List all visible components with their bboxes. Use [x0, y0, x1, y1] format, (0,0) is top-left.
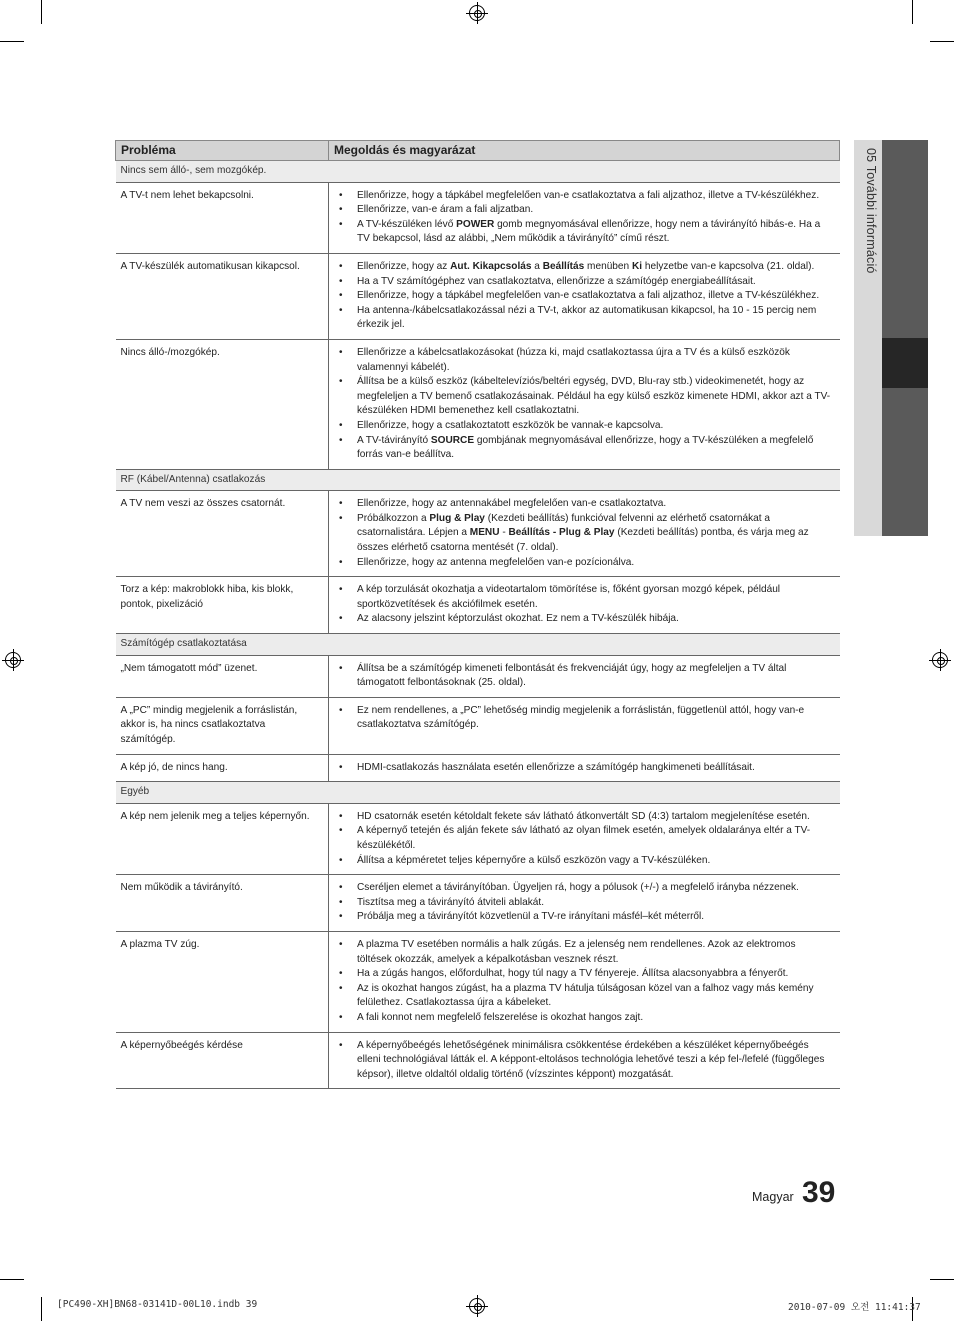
problem-cell: A TV nem veszi az összes csatornát. [116, 491, 329, 577]
solution-list [339, 346, 832, 463]
section-row [116, 469, 840, 491]
solution-list [339, 881, 832, 925]
solution-item: • Ellenőrizze, van-e áram a fali aljzatban. [339, 203, 832, 218]
solution-item: • Ellenőrizze, hogy az antennakábel megfelelően van-e csatlakoztatva. [339, 497, 832, 512]
header-solution: Megoldás és magyarázat [329, 141, 840, 161]
solution-item: • A képernyőbeégés lehetőségének minimálisra csökkentése érdekében a készüléket képernyőbeégés elleni technológiával látták el. A képpont-eltolásos technológia lehetővé teszi a kép fel-/lefelé (függőleges képsor), illetve oldaltól oldalig történő (vízszintes képpont) mozgatását. [339, 1039, 832, 1083]
solution-item: • Cseréljen elemet a távirányítóban. Ügyeljen rá, hogy a pólusok (+/-) a megfelelő irányba nézzenek. [339, 881, 832, 896]
solution-item: • Ellenőrizze, hogy az Aut. Kikapcsolás a Beállítás menüben Ki helyzetbe van-e kapcsolva (21. oldal). [339, 260, 832, 275]
solution-item: • HD csatornák esetén kétoldalt fekete sáv látható átkonvertált SD (4:3) tartalom megjelenítése esetén. [339, 810, 832, 825]
solution-list [339, 1039, 832, 1083]
solution-item: • Az alacsony jelszint képtorzulást okozhat. Ez nem a TV-készülék hibája. [339, 612, 832, 627]
header-problem: Probléma [116, 141, 329, 161]
solution-item: • Ellenőrizze, hogy az antenna megfelelően van-e pozícionálva. [339, 556, 832, 571]
section-row [116, 634, 840, 656]
crop-mark [930, 1279, 954, 1280]
table-row [116, 577, 840, 634]
chapter-tab-marker [882, 338, 928, 388]
page-number: 39 [802, 1176, 836, 1209]
problem-cell: Nincs álló-/mozgókép. [116, 339, 329, 469]
table-row [116, 931, 840, 1032]
solution-list [339, 761, 832, 776]
solution-item: • Ez nem rendellenes, a „PC” lehetőség mindig megjelenik a forráslistán, függetlenül attól, hogy van-e csatlakoztatva számítógép. [339, 704, 832, 733]
table-body [116, 161, 840, 1089]
solution-item: • Próbálja meg a távirányítót közvetlenül a TV-re irányítani másfél–két méterről. [339, 910, 832, 925]
table-row [116, 803, 840, 874]
registration-mark-icon [469, 1298, 485, 1314]
solution-list [339, 662, 832, 691]
solution-cell [329, 182, 840, 253]
solution-item: • Ellenőrizze, hogy a tápkábel megfelelően van-e csatlakoztatva a fali aljzathoz, illetve a TV-készülékhez. [339, 189, 832, 204]
solution-item: • Állítsa a képméretet teljes képernyőre a külső eszközön vagy a TV-készüléken. [339, 854, 832, 869]
solution-item: • Tisztítsa meg a távirányító átviteli ablakát. [339, 896, 832, 911]
solution-list [339, 704, 832, 733]
solution-cell [329, 803, 840, 874]
table-row [116, 182, 840, 253]
solution-list [339, 583, 832, 627]
solution-item: • Ellenőrizze, hogy a tápkábel megfelelően van-e csatlakoztatva a fali aljzathoz, illetve a TV-készülékhez. [339, 289, 832, 304]
solution-item: • Ha antenna-/kábelcsatlakozással nézi a TV-t, akkor az automatikusan kikapcsol, ha 10 - 15 percig nem érkezik jel. [339, 304, 832, 333]
crop-mark [930, 41, 954, 42]
footer-language: Magyar [752, 1190, 794, 1204]
troubleshooting-table [115, 140, 840, 1089]
solution-item: • A kép torzulását okozhatja a videotartalom tömörítése is, főként gyorsan mozgó képek, például sportközvetítések és akciófilmek esetén. [339, 583, 832, 612]
registration-mark-icon [469, 5, 485, 21]
solution-item: • HDMI-csatlakozás használata esetén ellenőrizze a számítógép hangkimeneti beállításait. [339, 761, 832, 776]
problem-cell: A kép nem jelenik meg a teljes képernyőn. [116, 803, 329, 874]
print-slug-file: [PC490-XH]BN68-03141D-00L10.indb 39 [57, 1299, 258, 1310]
solution-item: • Állítsa be a külső eszköz (kábeltelevíziós/beltéri egység, DVD, Blu-ray stb.) videokimenetét, hogy az megfeleljen a TV bemenő csatlakozásainak. Például ha egy külső eszköz kimenete HDMI, akkor azt a TV-készüléken HDMI bemenethez kell csatlakoztatni. [339, 375, 832, 419]
crop-mark [0, 1279, 24, 1280]
registration-mark-icon [932, 652, 948, 668]
print-slug-date: 2010-07-09 오전 11:41:37 [788, 1302, 921, 1313]
solution-item: • Ellenőrizze a kábelcsatlakozásokat (húzza ki, majd csatlakoztassa újra a TV és a külső eszközök valamennyi kábelét). [339, 346, 832, 375]
crop-mark [912, 0, 913, 24]
chapter-label: 05 További információ [864, 148, 878, 274]
table-row [116, 754, 840, 782]
solution-cell [329, 875, 840, 932]
solution-item: • A TV-távirányító SOURCE gombjának megnyomásával ellenőrizze, hogy a TV-készüléken a megfelelő forrás van-e beállítva. [339, 434, 832, 463]
solution-cell [329, 491, 840, 577]
solution-cell [329, 655, 840, 697]
solution-item: • Ha a TV számítógéphez van csatlakoztatva, ellenőrizze a számítógép energiabeállításait. [339, 275, 832, 290]
crop-mark [41, 0, 42, 24]
solution-list [339, 260, 832, 333]
section-title: Nincs sem álló-, sem mozgókép. [116, 161, 840, 183]
problem-cell: A TV-készülék automatikusan kikapcsol. [116, 253, 329, 339]
table-row [116, 491, 840, 577]
problem-cell: A képernyőbeégés kérdése [116, 1032, 329, 1089]
solution-cell [329, 1032, 840, 1089]
problem-cell: A „PC” mindig megjelenik a forráslistán, akkor is, ha nincs csatlakoztatva számítógép. [116, 697, 329, 754]
table-row [116, 875, 840, 932]
solution-cell [329, 697, 840, 754]
solution-item: • Próbálkozzon a Plug & Play (Kezdeti beállítás) funkcióval felvenni az elérhető csatornákat a csatornalistára. Lépjen a MENU - Beállítás - Plug & Play (Kezdeti beállítás) pontba, és várja meg az összes elérhető csatorna mentését (7. oldal). [339, 512, 832, 556]
solution-list [339, 938, 832, 1026]
problem-cell: Torz a kép: makroblokk hiba, kis blokk, pontok, pixelizáció [116, 577, 329, 634]
solution-item: • Az is okozhat hangos zúgást, ha a plazma TV hátulja túlságosan közel van a falhoz vagy más kemény felülethez. Csatlakoztassa újra a kábeleket. [339, 982, 832, 1011]
table-row [116, 1032, 840, 1089]
registration-mark-icon [5, 652, 21, 668]
table-row [116, 339, 840, 469]
solution-cell [329, 754, 840, 782]
solution-cell [329, 577, 840, 634]
solution-cell [329, 931, 840, 1032]
solution-item: • Ha a zúgás hangos, előfordulhat, hogy túl nagy a TV fényereje. Állítsa alacsonyabbra a fényerőt. [339, 967, 832, 982]
table-row [116, 655, 840, 697]
table-row [116, 253, 840, 339]
section-title: RF (Kábel/Antenna) csatlakozás [116, 469, 840, 491]
problem-cell: „Nem támogatott mód” üzenet. [116, 655, 329, 697]
chapter-side-tab [854, 140, 928, 536]
solution-list [339, 189, 832, 247]
problem-cell: A kép jó, de nincs hang. [116, 754, 329, 782]
crop-mark [0, 41, 24, 42]
solution-item: • A TV-készüléken lévő POWER gomb megnyomásával ellenőrizze, hogy nem a távirányító hibás-e. Ha a TV bekapcsol, lásd az alábbi, „Nem működik a távirányító” című részt. [339, 218, 832, 247]
table-row [116, 697, 840, 754]
problem-cell: A TV-t nem lehet bekapcsolni. [116, 182, 329, 253]
section-title: Számítógép csatlakoztatása [116, 634, 840, 656]
problem-cell: A plazma TV zúg. [116, 931, 329, 1032]
problem-cell: Nem működik a távirányító. [116, 875, 329, 932]
solution-cell [329, 339, 840, 469]
solution-cell [329, 253, 840, 339]
section-row [116, 782, 840, 804]
solution-item: • Állítsa be a számítógép kimeneti felbontását és frekvenciáját úgy, hogy az megfeleljen a TV által támogatott felbontásoknak (25. oldal). [339, 662, 832, 691]
solution-list [339, 497, 832, 570]
crop-mark [41, 1297, 42, 1321]
section-row [116, 161, 840, 183]
solution-item: • A fali konnot nem megfelelő felszerelése is okozhat hangos zajt. [339, 1011, 832, 1026]
solution-item: • A plazma TV esetében normális a halk zúgás. Ez a jelenség nem rendellenes. Azok az elektromos töltések okozzák, amelyek a képalkotásban vesznek részt. [339, 938, 832, 967]
solution-item: • Ellenőrizze, hogy a csatlakoztatott eszközök be vannak-e kapcsolva. [339, 419, 832, 434]
solution-item: • A képernyő tetején és alján fekete sáv látható az olyan filmek esetén, amelyek oldalaránya eltér a TV-készülékétől. [339, 824, 832, 853]
solution-list [339, 810, 832, 868]
section-title: Egyéb [116, 782, 840, 804]
table-header-row [116, 141, 840, 161]
